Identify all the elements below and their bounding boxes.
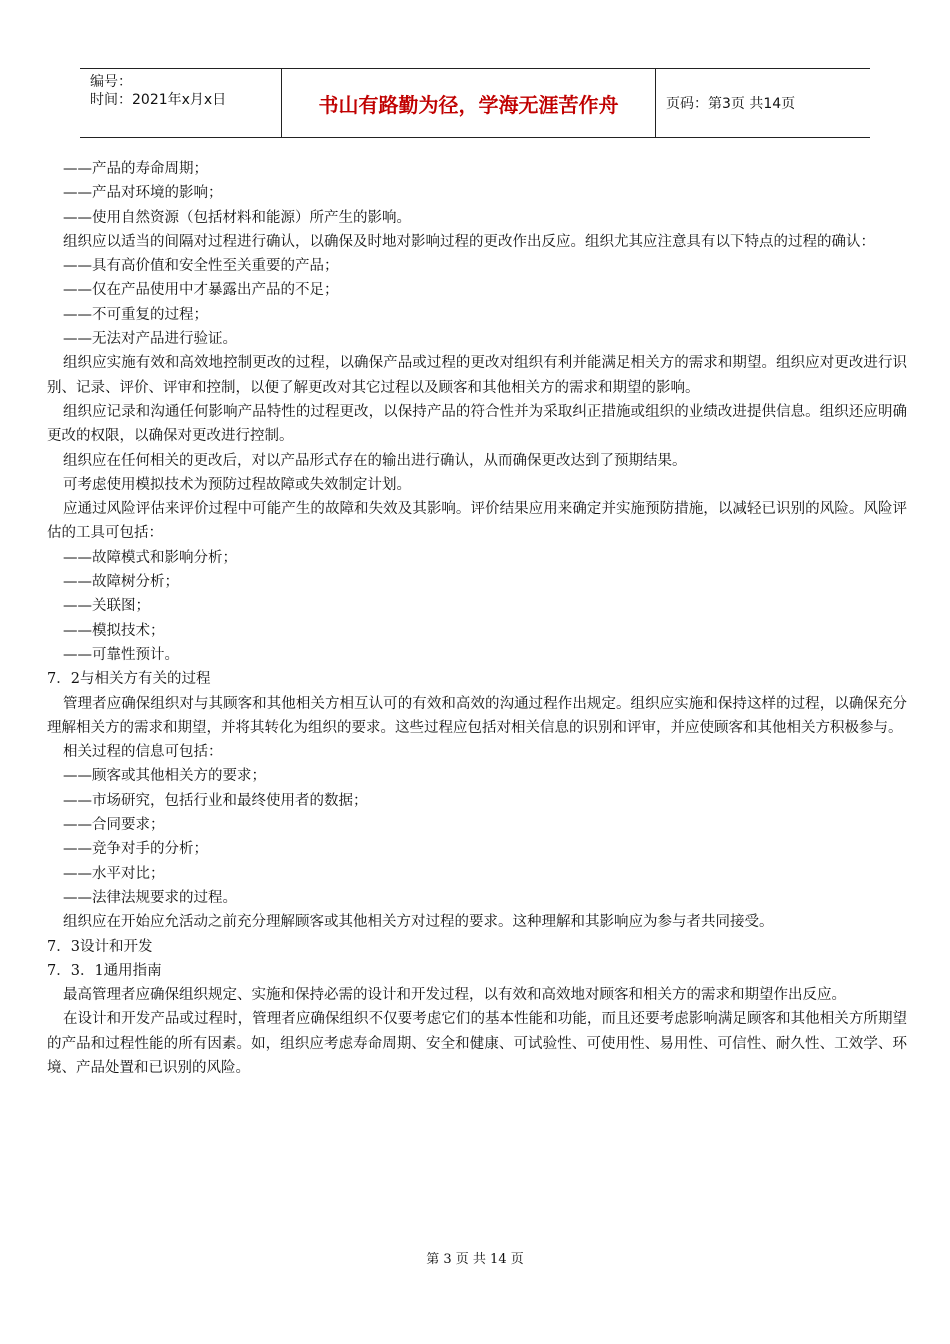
list-item: ——顾客或其他相关方的要求； <box>63 768 266 785</box>
list-item: ——市场研究，包括行业和最终使用者的数据； <box>63 792 368 809</box>
list-item: ——法律法规要求的过程。 <box>63 889 237 906</box>
list-item: ——故障模式和影响分析； <box>63 549 237 566</box>
paragraph: 组织应记录和沟通任何影响产品特性的过程更改，以保持产品的符合性并为采取纠正措施或组织的业绩改进提供信息。组织还应明确更改的权限，以确保对更改进行控制。 <box>47 403 907 445</box>
paragraph: 组织应以适当的间隔对过程进行确认，以确保及时地对影响过程的更改作出反应。组织尤其应注意具有以下特点的过程的确认： <box>63 233 875 250</box>
list-item: ——无法对产品进行验证。 <box>63 331 237 348</box>
paragraph: 应通过风险评估来评价过程中可能产生的故障和失效及其影响。评价结果应用来确定并实施预防措施，以减轻已识别的风险。风险评估的工具可包括： <box>47 501 907 542</box>
list-item: ——合同要求； <box>63 817 165 834</box>
paragraph: 相关过程的信息可包括： <box>63 744 223 761</box>
paragraph: 最高管理者应确保组织规定、实施和保持必需的设计和开发过程，以有效和高效地对顾客和相关方的需求和期望作出反应。 <box>63 987 846 1004</box>
subsection-heading: 7．3．1通用指南 <box>47 962 162 979</box>
paragraph: 组织应实施有效和高效地控制更改的过程，以确保产品或过程的更改对组织有利并能满足相关方的需求和期望。组织应对更改进行识别、记录、评价、评审和控制，以便了解更改对其它过程以及顾客和其他相关方的需求和期望的影响。 <box>47 355 907 396</box>
paragraph: 组织应在开始应允活动之前充分理解顾客或其他相关方对过程的要求。这种理解和其影响应为参与者共同接受。 <box>63 914 774 931</box>
paragraph: 管理者应确保组织对与其顾客和其他相关方相互认可的有效和高效的沟通过程作出规定。组织应实施和保持这样的过程，以确保充分理解相关方的需求和期望，并将其转化为组织的要求。这些过程应包括对相关信息的识别和评审，并应使顾客和其他相关方积极参与。 <box>47 695 907 736</box>
list-item: ——关联图； <box>63 598 150 615</box>
list-item: ——产品的寿命周期； <box>63 161 208 177</box>
list-item: ——不可重复的过程； <box>63 306 208 323</box>
list-item: ——可靠性预计。 <box>63 646 179 663</box>
page-footer: 第 3 页 共 14 页 <box>426 1252 524 1267</box>
section-heading: 7．2与相关方有关的过程 <box>47 671 211 688</box>
paragraph: 在设计和开发产品或过程时，管理者应确保组织不仅要考虑它们的基本性能和功能，而且还要考虑影响满足顾客和其他相关方所期望的产品和过程性能的所有因素。如，组织应考虑寿命周期、安全和健康、可试验性、可使用性、易用性、可信性、耐久性、工效学、环境、产品处置和已识别的风险。 <box>47 1011 907 1076</box>
header-motto: 书山有路勤为径，学海无涯苦作舟 <box>282 69 656 137</box>
list-item: ——竞争对手的分析； <box>63 841 208 858</box>
doc-number-label: 编号： <box>90 74 132 90</box>
section-heading: 7．3设计和开发 <box>47 938 153 955</box>
header-page-info: 页码：第3页 共14页 <box>666 96 796 112</box>
list-item: ——水平对比； <box>63 865 165 882</box>
document-body <box>47 157 907 1080</box>
list-item: ——产品对环境的影响； <box>63 185 223 202</box>
list-item: ——仅在产品使用中才暴露出产品的不足； <box>63 282 339 299</box>
header-meta <box>80 69 282 137</box>
doc-time-label: 时间：2021年x月x日 <box>90 92 227 108</box>
list-item: ——具有高价值和安全性至关重要的产品； <box>63 258 339 275</box>
paragraph: 可考虑使用模拟技术为预防过程故障或失效制定计划。 <box>63 476 411 493</box>
list-item: ——模拟技术； <box>63 622 165 639</box>
page-header <box>80 68 870 138</box>
paragraph: 组织应在任何相关的更改后，对以产品形式存在的输出进行确认，从而确保更改达到了预期结果。 <box>63 452 687 469</box>
list-item: ——故障树分析； <box>63 574 179 591</box>
list-item: ——使用自然资源（包括材料和能源）所产生的影响。 <box>63 209 411 226</box>
